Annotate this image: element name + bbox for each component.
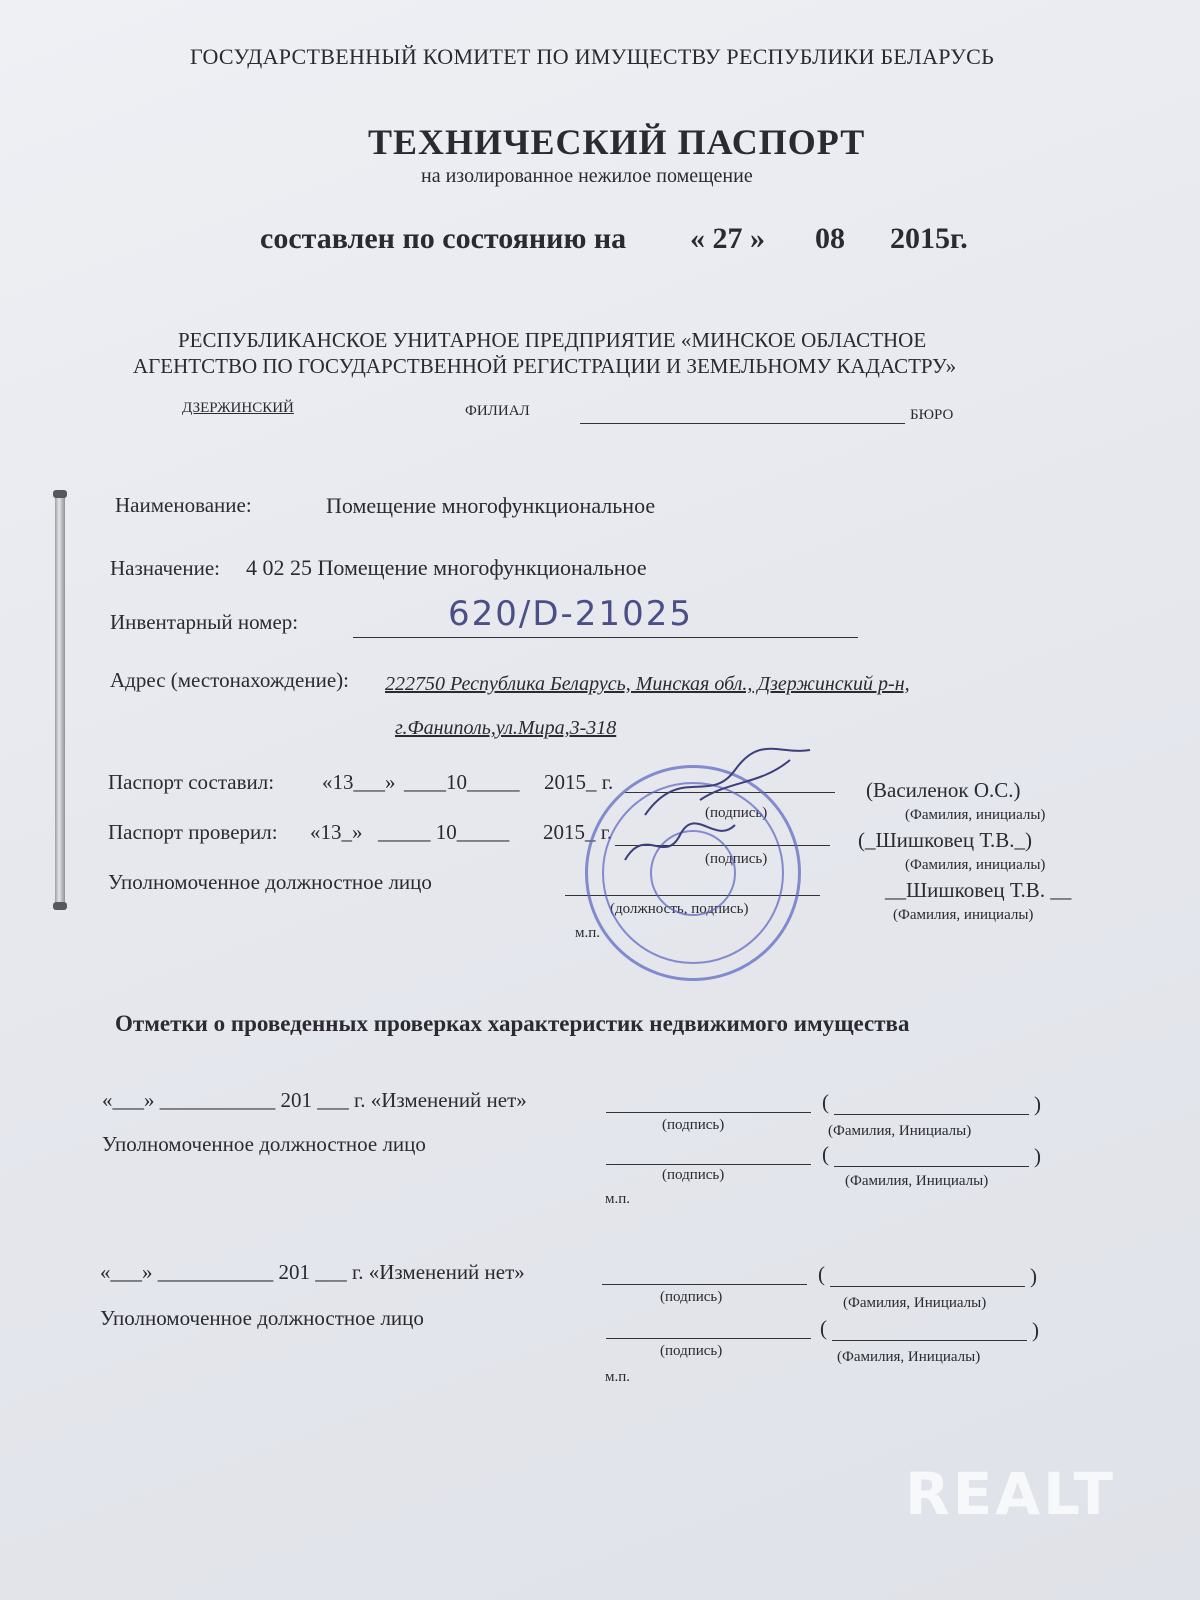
- purpose-value: 4 02 25 Помещение многофункциональное: [246, 555, 647, 580]
- authorized-name-caption: (Фамилия, инициалы): [893, 907, 1034, 923]
- check1-authorized-name-line: [834, 1166, 1029, 1167]
- check1-name-line: [834, 1114, 1029, 1115]
- authorized-name: __Шишковец Т.В. __: [885, 878, 1072, 902]
- check2-open-paren: (: [818, 1262, 825, 1286]
- authorized-label: Уполномоченное должностное лицо: [108, 870, 432, 894]
- document-subtitle: на изолированное нежилое помещение: [421, 165, 753, 187]
- document-title: ТЕХНИЧЕСКИЙ ПАСПОРТ: [368, 122, 866, 162]
- org-line-2: АГЕНТСТВО ПО ГОСУДАРСТВЕННОЙ РЕГИСТРАЦИИ И ЗЕМЕЛЬНОМУ КАДАСТРУ»: [133, 354, 957, 378]
- check1-authorized-open-paren: (: [822, 1142, 829, 1166]
- check1-name-caption: (Фамилия, Инициалы): [828, 1123, 972, 1139]
- state-day: « 27 »: [690, 222, 765, 255]
- composed-sign-caption: (подпись): [705, 805, 768, 821]
- check1-authorized-name-caption: (Фамилия, Инициалы): [845, 1173, 989, 1189]
- state-prefix: составлен по состоянию на: [260, 222, 627, 255]
- purpose-label: Назначение:: [110, 556, 221, 580]
- check2-authorized-name-line: [832, 1340, 1027, 1341]
- check2-name-line: [830, 1286, 1025, 1287]
- check2-sign-caption: (подпись): [660, 1289, 723, 1305]
- check1-sign-caption: (подпись): [662, 1117, 725, 1133]
- composed-month: ____10_____: [404, 770, 520, 794]
- checked-year: 2015_ г.: [543, 820, 613, 844]
- inventory-label: Инвентарный номер:: [110, 610, 299, 634]
- check1-authorized-sign-line: [606, 1164, 811, 1165]
- check2-name-caption: (Фамилия, Инициалы): [843, 1295, 987, 1311]
- check2-sign-line: [602, 1284, 807, 1285]
- check2-authorized-name-caption: (Фамилия, Инициалы): [837, 1349, 981, 1365]
- checked-name: (_Шишковец Т.В._): [858, 828, 1033, 852]
- name-label: Наименование:: [115, 493, 252, 517]
- inventory-underline: [353, 637, 858, 638]
- check1-open-paren: (: [822, 1090, 829, 1114]
- check1-date-line: «___» ___________ 201 ___ г. «Изменений нет»: [102, 1088, 527, 1112]
- org-line-1: РЕСПУБЛИКАНСКОЕ УНИТАРНОЕ ПРЕДПРИЯТИЕ «МИНСКОЕ ОБЛАСТНОЕ: [178, 328, 927, 352]
- address-line-2: г.Фаниполь,ул.Мира,3-318: [395, 717, 617, 739]
- checked-day: «13_»: [310, 820, 363, 844]
- checks-title: Отметки о проведенных проверках характеристик недвижимого имущества: [115, 1011, 910, 1036]
- check1-close-paren: ): [1034, 1092, 1041, 1116]
- check2-authorized-close-paren: ): [1032, 1318, 1039, 1342]
- realt-watermark-logo: REALT: [905, 1460, 1117, 1528]
- check2-authorized-sign-caption: (подпись): [660, 1343, 723, 1359]
- branch-name: ДЗЕРЖИНСКИЙ: [182, 400, 294, 416]
- signature-scribble-2: [620, 815, 740, 875]
- bureau-blank-line: [580, 423, 905, 424]
- check2-authorized-open-paren: (: [820, 1316, 827, 1340]
- check2-mp: м.п.: [605, 1369, 631, 1385]
- check2-authorized-sign-line: [606, 1338, 811, 1339]
- binding-thread: [55, 490, 65, 910]
- check2-close-paren: ): [1030, 1264, 1037, 1288]
- state-year: 2015г.: [890, 222, 968, 255]
- address-label: Адрес (местонахождение):: [110, 668, 349, 692]
- check1-authorized-sign-caption: (подпись): [662, 1167, 725, 1183]
- address-line-1: 222750 Республика Беларусь, Минская обл., Дзержинский р-н,: [385, 673, 910, 695]
- check2-date-line: «___» ___________ 201 ___ г. «Изменений нет»: [100, 1260, 525, 1284]
- checked-sign-caption: (подпись): [705, 851, 768, 867]
- checked-month: _____ 10_____: [378, 820, 510, 844]
- composed-year: 2015_ г.: [544, 770, 614, 794]
- composed-name-caption: (Фамилия, инициалы): [905, 807, 1046, 823]
- bureau-label: БЮРО: [910, 407, 954, 423]
- branch-label: ФИЛИАЛ: [465, 403, 530, 419]
- check2-authorized-label: Уполномоченное должностное лицо: [100, 1306, 424, 1330]
- check1-mp: м.п.: [605, 1191, 631, 1207]
- signature-scribble-1: [640, 745, 820, 825]
- composed-day: «13___»: [322, 770, 396, 794]
- mp-label: м.п.: [575, 925, 601, 941]
- check1-sign-line: [606, 1112, 811, 1113]
- authorized-position-caption: (должность, подпись): [610, 901, 749, 917]
- composed-label: Паспорт составил:: [108, 770, 275, 794]
- name-value: Помещение многофункциональное: [326, 493, 656, 518]
- composed-name: (Василенок О.С.): [866, 778, 1021, 802]
- checked-label: Паспорт проверил:: [108, 820, 278, 844]
- check1-authorized-label: Уполномоченное должностное лицо: [102, 1132, 426, 1156]
- checked-name-caption: (Фамилия, инициалы): [905, 857, 1046, 873]
- state-month: 08: [815, 222, 845, 255]
- committee-header: ГОСУДАРСТВЕННЫЙ КОМИТЕТ ПО ИМУЩЕСТВУ РЕСПУБЛИКИ БЕЛАРУСЬ: [190, 44, 995, 69]
- inventory-handwritten-value: 620/D-21025: [448, 594, 693, 634]
- check1-authorized-close-paren: ): [1034, 1144, 1041, 1168]
